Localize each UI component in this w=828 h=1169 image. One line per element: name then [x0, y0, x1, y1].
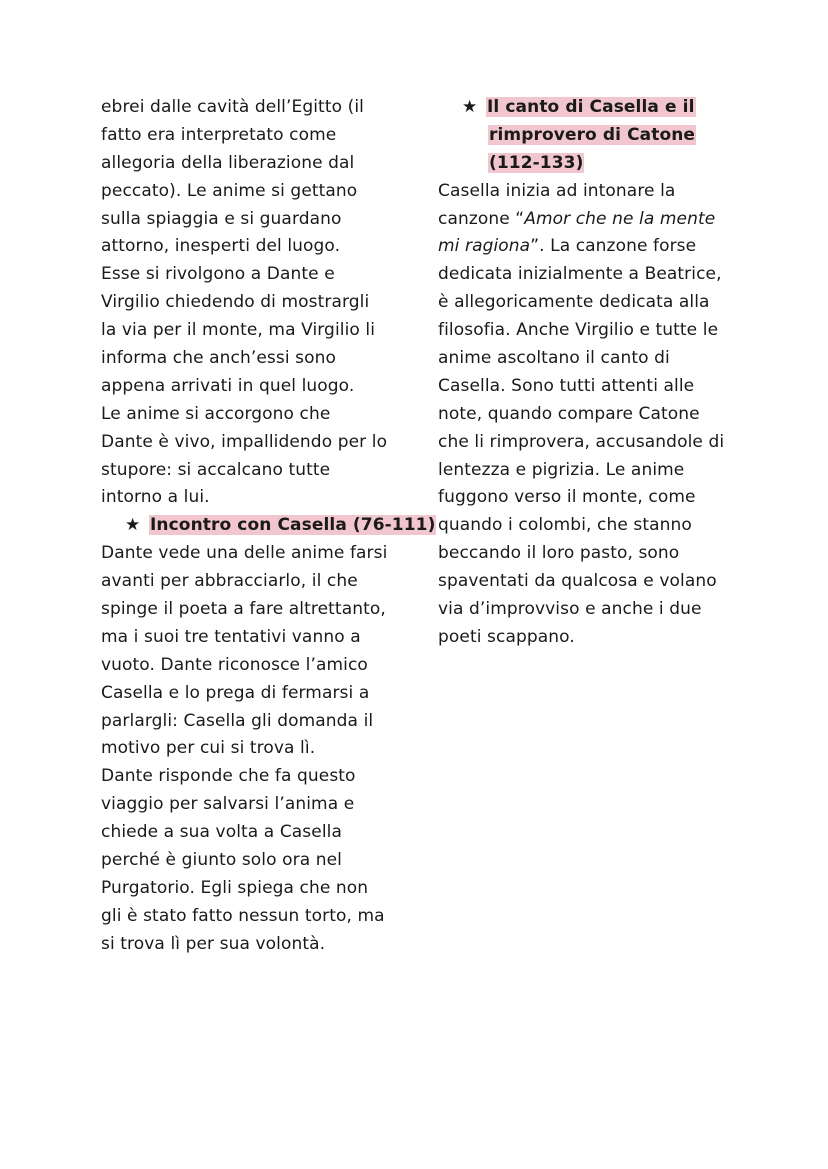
text-line: poeti scappano.: [438, 626, 575, 647]
text-line: dedicata inizialmente a Beatrice,: [438, 264, 722, 285]
text-line: note, quando compare Catone: [438, 403, 700, 424]
right-column: [438, 94, 748, 652]
text-line: vuoto. Dante riconosce l’amico: [101, 654, 368, 675]
text-line: sulla spiaggia e si guardano: [101, 208, 342, 229]
text-line: stupore: si accalcano tutte: [101, 459, 331, 480]
text-line: informa che anch’essi sono: [101, 348, 336, 369]
song-title-fragment: Amor che ne la mente: [524, 208, 716, 229]
text-line: allegoria della liberazione dal: [101, 152, 355, 173]
text-line: peccato). Le anime si gettano: [101, 180, 358, 201]
text-line: la via per il monte, ma Virgilio li: [101, 320, 376, 341]
text-line: fatto era interpretato come: [101, 124, 337, 145]
text-line: Casella inizia ad intonare la: [438, 180, 676, 201]
section-heading-line: rimprovero di Catone: [489, 124, 696, 145]
text-line: anime ascoltano il canto di: [438, 348, 670, 369]
text-line: motivo per cui si trova lì.: [101, 738, 316, 759]
section-heading-text: Incontro con Casella (76-111): [150, 515, 436, 536]
section-heading-catone-cont: [438, 122, 748, 150]
text-line: Le anime si accorgono che: [101, 403, 331, 424]
text-line: spaventati da qualcosa e volano: [438, 571, 717, 592]
left-column: [101, 94, 436, 959]
song-title-fragment: mi ragiona: [438, 236, 531, 257]
star-icon: ★: [462, 97, 478, 117]
text-line: ebrei dalle cavità dell’Egitto (il: [101, 97, 364, 117]
text-line: beccando il loro pasto, sono: [438, 543, 680, 564]
text-line: avanti per abbracciarlo, il che: [101, 571, 358, 592]
text-line: attorno, inesperti del luogo.: [101, 236, 341, 257]
star-icon: ★: [125, 515, 141, 536]
text-line: viaggio per salvarsi l’anima e: [101, 794, 355, 815]
text-line: Virgilio chiedendo di mostrargli: [101, 292, 370, 313]
text-line: che li rimprovera, accusandole di: [438, 431, 725, 452]
text-line: quando i colombi, che stanno: [438, 515, 692, 536]
section-heading-catone-range: [438, 150, 748, 178]
text-fragment: ”. La canzone forse: [530, 236, 697, 257]
text-line: spinge il poeta a fare altrettanto,: [101, 599, 386, 620]
text-line: Dante vede una delle anime farsi: [101, 543, 388, 564]
text-line: appena arrivati in quel luogo.: [101, 375, 355, 396]
text-line: è allegoricamente dedicata alla: [438, 292, 710, 313]
text-line: Purgatorio. Egli spiega che non: [101, 877, 369, 898]
section-heading-line: Il canto di Casella e il: [487, 97, 695, 117]
text-line: ma i suoi tre tentativi vanno a: [101, 626, 361, 647]
text-line: perché è giunto solo ora nel: [101, 850, 342, 871]
text-line: chiede a sua volta a Casella: [101, 822, 342, 843]
text-line-with-quote: [438, 206, 748, 234]
text-line: Dante è vivo, impallidendo per lo: [101, 431, 388, 452]
section-heading-catone: [438, 94, 748, 122]
text-line: via d’improvviso e anche i due: [438, 599, 702, 620]
text-line: parlargli: Casella gli domanda il: [101, 710, 374, 731]
text-line: Casella e lo prega di fermarsi a: [101, 682, 370, 703]
text-line: intorno a lui.: [101, 487, 210, 508]
text-fragment: canzone “: [438, 208, 525, 229]
text-line: si trova lì per sua volontà.: [101, 933, 326, 954]
text-line: Esse si rivolgono a Dante e: [101, 264, 335, 285]
text-line: Dante risponde che fa questo: [101, 766, 356, 787]
text-line: fuggono verso il monte, come: [438, 487, 696, 508]
text-line: gli è stato fatto nessun torto, ma: [101, 905, 385, 926]
section-heading-line: (112-133): [489, 152, 584, 173]
text-line-with-quote-end: [438, 233, 748, 261]
text-line: lentezza e pigrizia. Le anime: [438, 459, 685, 480]
text-line: filosofia. Anche Virgilio e tutte le: [438, 320, 719, 341]
section-heading-casella: [101, 512, 436, 540]
text-line: Casella. Sono tutti attenti alle: [438, 375, 695, 396]
